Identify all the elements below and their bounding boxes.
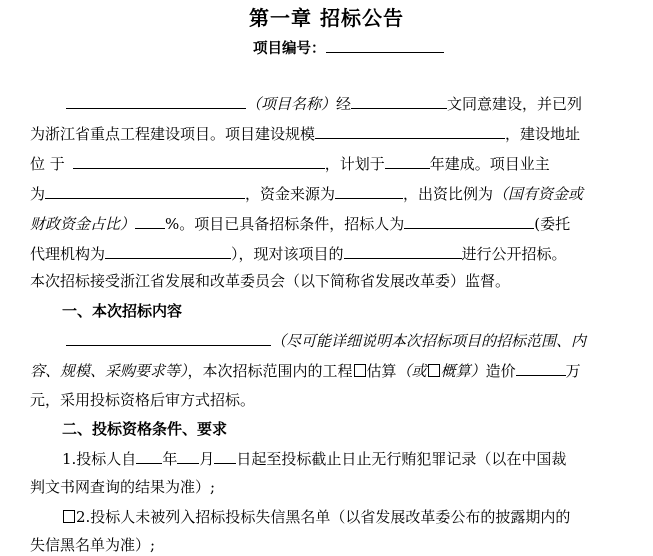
project-name-hint: （项目名称） <box>246 95 337 113</box>
tenderer-field[interactable] <box>404 213 534 229</box>
p1-hint: （国有资金或 <box>493 185 584 203</box>
p1-text: 经 <box>336 95 352 113</box>
bid-scope-field[interactable] <box>66 330 271 346</box>
p1-text: 文同意建设，并已列 <box>447 95 583 113</box>
project-number-label: 项目编号： <box>253 40 326 57</box>
completion-year-field[interactable] <box>385 153 430 169</box>
p1-text: (委托 <box>534 215 571 233</box>
p1-line-2 <box>30 123 580 144</box>
s1-text: 造价 <box>485 362 516 380</box>
p1-text: 代理机构为 <box>30 245 106 263</box>
p1-text: %。项目已具备招标条件，招标人为 <box>165 215 405 233</box>
construction-address-field[interactable] <box>73 153 325 169</box>
s2-text: 1.投标人自 <box>62 450 137 468</box>
start-year-field[interactable] <box>136 448 162 464</box>
s2-item-1 <box>62 448 566 469</box>
budget-estimate-checkbox[interactable] <box>428 364 440 377</box>
project-number-field[interactable] <box>326 37 444 53</box>
s1-hint: （或 <box>396 362 427 380</box>
s2-item-1-cont: 判文书网查询的结果为准）; <box>30 478 216 496</box>
p1-hint: 财政资金占比） <box>30 215 136 233</box>
p1-line-7: 本次招标接受浙江省发展和改革委员会（以下简称省发展改革委）监督。 <box>30 272 511 290</box>
s1-hint: 概算） <box>440 362 486 380</box>
s1-line-3: 元，采用投标资格后审方式招标。 <box>30 391 256 409</box>
p1-text: ），现对该项目的 <box>231 245 344 263</box>
p1-text: 位 于 <box>30 155 65 173</box>
s1-hint: （尽可能详细说明本次招标项目的招标范围、内 <box>271 332 587 350</box>
s2-text: 月 <box>199 450 215 468</box>
start-month-field[interactable] <box>177 448 199 464</box>
s1-text: 万 <box>565 362 581 380</box>
s1-line-2 <box>30 360 581 381</box>
fund-source-field[interactable] <box>335 183 403 199</box>
construction-scale-field[interactable] <box>315 123 505 139</box>
bid-subject-field[interactable] <box>344 243 462 259</box>
project-number-row <box>253 37 444 58</box>
s1-text: ，本次招标范围内的工程 <box>187 362 353 380</box>
item-2-checkbox[interactable] <box>63 510 75 523</box>
project-name-field[interactable] <box>66 93 246 109</box>
funding-ratio-field[interactable] <box>135 213 165 229</box>
s2-item-2-cont: 失信黑名单为准）; <box>30 536 156 554</box>
p1-line-5 <box>30 213 570 234</box>
p1-text: 为 <box>30 185 46 203</box>
section-2-heading: 二、投标资格条件、要求 <box>62 420 228 438</box>
p1-text: 年建成。项目业主 <box>429 155 550 173</box>
section-1-heading: 一、本次招标内容 <box>62 302 183 320</box>
agency-field[interactable] <box>105 243 231 259</box>
page-title: 第一章 招标公告 <box>249 6 404 30</box>
s2-text: 年 <box>162 450 178 468</box>
s1-hint: 容、规模、采购要求等） <box>30 362 188 380</box>
s2-item-2 <box>62 507 570 527</box>
estimate-checkbox[interactable] <box>354 364 366 377</box>
p1-text: 为浙江省重点工程建设项目。项目建设规模 <box>30 125 316 143</box>
start-day-field[interactable] <box>214 448 236 464</box>
p1-text: ，出资比例为 <box>403 185 494 203</box>
s2-text: 2.投标人未被列入招标投标失信黑名单（以省发展改革委公布的披露期内的 <box>76 508 571 526</box>
s1-text: 估算 <box>366 362 397 380</box>
approval-doc-field[interactable] <box>351 93 447 109</box>
s1-line-1 <box>66 330 586 351</box>
p1-line-6 <box>30 243 567 264</box>
p1-line-3 <box>30 153 550 174</box>
p1-text: ，建设地址 <box>505 125 581 143</box>
project-owner-field[interactable] <box>45 183 245 199</box>
s2-text: 日起至投标截止日止无行贿犯罪记录（以在中国裁 <box>236 450 567 468</box>
p1-text: ，资金来源为 <box>245 185 336 203</box>
cost-amount-field[interactable] <box>516 360 566 376</box>
p1-text: 进行公开招标。 <box>461 245 567 263</box>
p1-text: ，计划于 <box>324 155 385 173</box>
p1-line-1 <box>66 93 582 114</box>
p1-line-4 <box>30 183 583 204</box>
